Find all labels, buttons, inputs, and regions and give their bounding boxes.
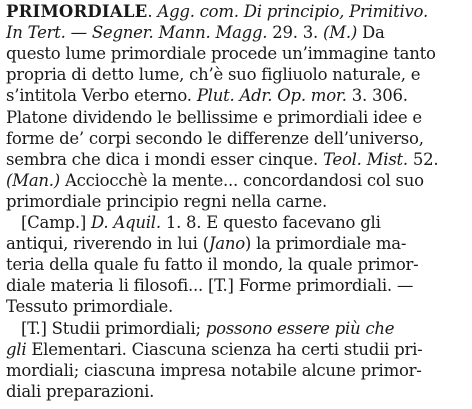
text-line [6, 382, 154, 402]
italic-text: Plut. Adr. Op. mor. [196, 86, 347, 106]
italic-text: In Tert. — Segner. Mann. Magg. [6, 23, 268, 43]
italic-text: possono essere più che [205, 318, 395, 338]
text-run: s’intitola Verbo eterno. [6, 86, 197, 106]
italic-text: (M.) [323, 23, 358, 43]
italic-text: Agg. com. Di principio, Primitivo. [157, 2, 428, 21]
text-run: ) la primordiale ma- [244, 234, 407, 254]
text-run: teria della quale fu fatto il mondo, la quale primor- [6, 255, 419, 275]
text-line [6, 171, 424, 191]
text-line [6, 276, 413, 296]
text-line [6, 340, 422, 360]
text-run: forme de’ corpi secondo le differenze dell’universo, [6, 128, 424, 148]
italic-text: Teol. Mist. [322, 149, 408, 169]
text-run: primordiale principio regni nella carne. [6, 191, 328, 211]
text-line [6, 108, 422, 128]
text-run: 1. 8. E questo facevano gli [160, 213, 381, 232]
text-line [6, 192, 327, 212]
text-line [6, 65, 420, 85]
text-run: Acciocchè la mente... concordandosi col suo [59, 170, 424, 190]
text-run: antiqui, riverendo in lui ( [6, 234, 209, 254]
italic-text: Jano [208, 234, 245, 254]
headword: PRIMORDIALE [6, 2, 148, 21]
text-line [6, 361, 422, 381]
text-run: . [147, 2, 158, 21]
text-line [6, 319, 394, 339]
italic-text: gli [6, 339, 27, 359]
text-line [6, 23, 385, 43]
italic-text: D. Aquil. [91, 213, 161, 232]
text-run: 52. [407, 149, 439, 169]
text-run: [T.] Studii primordiali; [6, 318, 206, 338]
text-run: sembra che dica i mondi esser cinque. [6, 149, 323, 169]
text-line [6, 44, 436, 64]
text-run: Elementari. Ciascuna scienza ha certi studii pri- [26, 339, 423, 359]
text-run: Tessuto primordiale. [6, 297, 174, 317]
text-line [6, 213, 381, 233]
text-line [6, 255, 418, 275]
text-run: [Camp.] [6, 213, 92, 232]
text-run: Da [357, 23, 385, 43]
text-run: 3. 306. [346, 86, 408, 106]
text-run: diale materia li filosofi... [T.] Forme primordiali. — [6, 276, 414, 296]
text-run: Platone dividendo le bellissime e primordiali idee e [6, 107, 422, 127]
text-run: questo lume primordiale procede un’immagine tanto [6, 44, 436, 64]
text-line [6, 129, 424, 149]
text-run: 29. 3. [267, 23, 324, 43]
text-line [6, 2, 428, 22]
text-run: diali preparazioni. [6, 381, 155, 401]
text-line [6, 150, 438, 170]
text-run: propria di detto lume, ch’è suo figliuolo naturale, e [6, 65, 421, 85]
text-run: mordiali; ciascuna impresa notabile alcune primor- [6, 360, 422, 380]
text-line [6, 297, 173, 317]
text-line [6, 234, 406, 254]
text-line [6, 86, 408, 106]
italic-text: (Man.) [6, 170, 60, 190]
